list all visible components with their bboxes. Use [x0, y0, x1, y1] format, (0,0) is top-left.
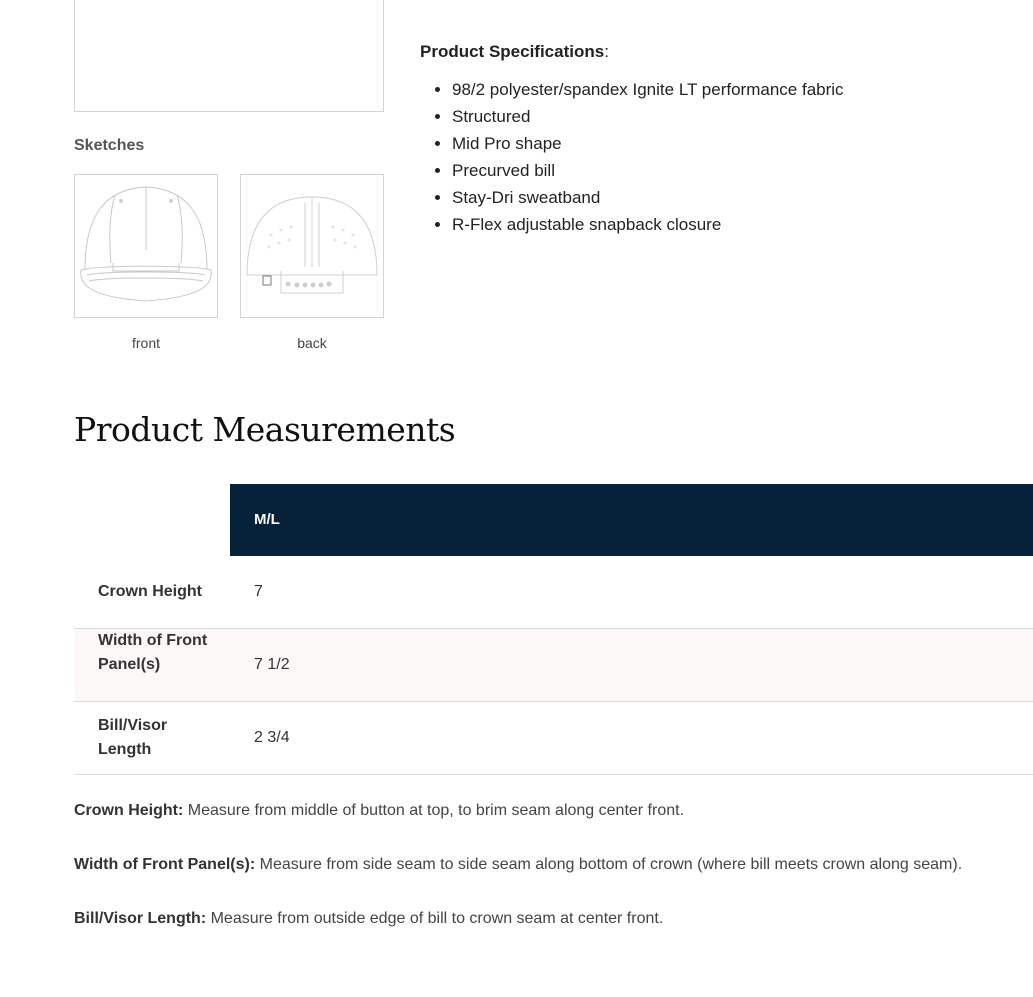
specifications-title: Product Specifications:	[420, 42, 609, 61]
measurement-label: Width of Front Panel(s)	[98, 632, 208, 673]
spec-item: • R-Flex adjustable snapback closure	[452, 211, 1020, 238]
spec-item: • Structured	[452, 103, 1020, 130]
size-header-label: M/L	[254, 511, 280, 528]
product-specifications	[420, 40, 1020, 238]
sketch-back-thumbnail[interactable]	[240, 174, 384, 318]
table-row	[74, 702, 1033, 775]
size-header-cell	[230, 484, 1033, 556]
spec-item: • Stay-Dri sweatband	[452, 184, 1020, 211]
spec-item: • Mid Pro shape	[452, 130, 1020, 157]
sketch-front-thumbnail[interactable]	[74, 174, 218, 318]
sketch-front-caption: front	[131, 335, 160, 351]
measurement-value: 7 1/2	[254, 656, 290, 673]
measurement-note: Crown Height: Measure from middle of button at top, to brim seam along center front.	[74, 802, 685, 819]
spec-item: • 98/2 polyester/spandex Ignite LT performance fabric	[452, 76, 1020, 103]
measurement-note: Bill/Visor Length: Measure from outside edge of bill to crown seam at center front.	[74, 910, 664, 927]
table-row	[74, 629, 1033, 702]
measurements-heading: Product Measurements	[74, 410, 456, 449]
main-product-image	[74, 0, 384, 112]
spec-item: • Precurved bill	[452, 157, 1020, 184]
sketches-heading: Sketches	[74, 137, 145, 154]
measurement-label: Crown Height	[98, 583, 202, 600]
measurement-label: Bill/Visor Length	[98, 717, 168, 758]
sketch-back-caption: back	[297, 335, 327, 351]
measurement-value: 7	[254, 583, 263, 600]
cap-front-sketch-icon	[75, 175, 217, 317]
measurement-value: 2 3/4	[254, 729, 290, 746]
specifications-list	[420, 76, 1020, 238]
cap-back-sketch-icon	[241, 175, 383, 317]
measurement-note: Width of Front Panel(s): Measure from side seam to side seam along bottom of crown (where bill meets crown along seam).	[74, 856, 963, 873]
table-row	[74, 556, 1033, 629]
